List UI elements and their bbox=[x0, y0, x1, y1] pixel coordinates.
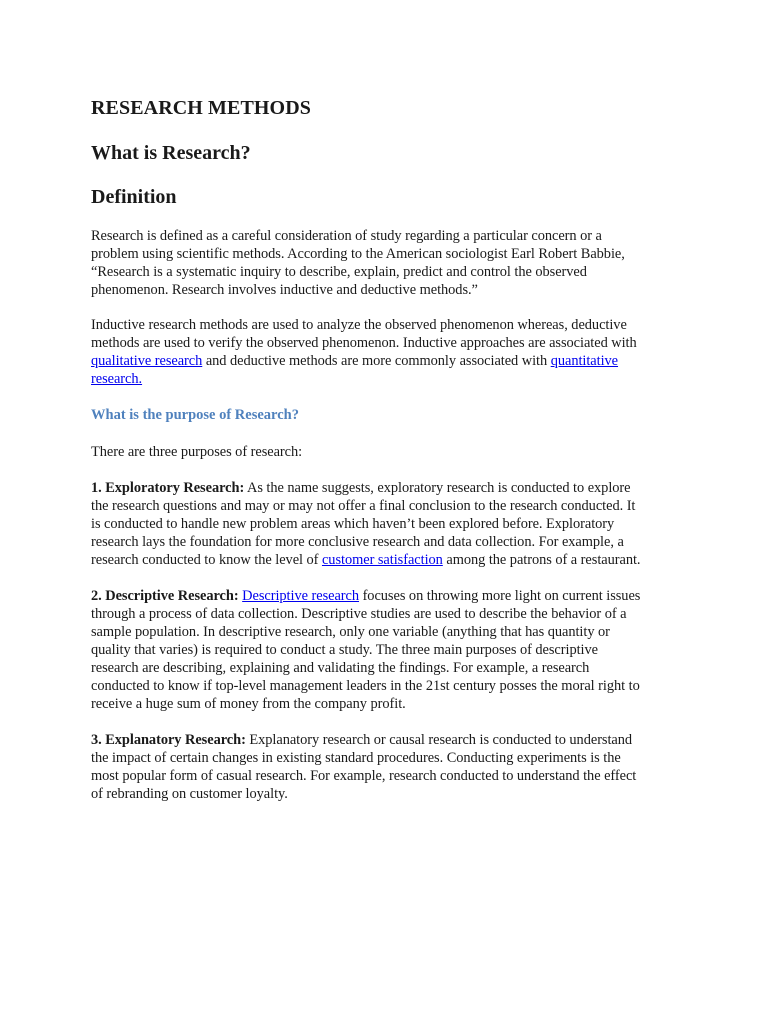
definition-paragraph bbox=[91, 227, 681, 299]
exploratory-line: research conducted to know the level of bbox=[91, 552, 322, 568]
explanatory-line: the impact of certain changes in existing standard procedures. Conducting experiments is the bbox=[91, 750, 621, 766]
definition-line: phenomenon. Research involves inductive and deductive methods.” bbox=[91, 282, 478, 298]
inductive-line: Inductive research methods are used to analyze the observed phenomenon whereas, deductive bbox=[91, 317, 627, 333]
descriptive-line: research are describing, explaining and validating the findings. For example, a research bbox=[91, 660, 590, 676]
heading-definition: Definition bbox=[91, 186, 177, 208]
purposes-intro: There are three purposes of research: bbox=[91, 444, 303, 460]
descriptive-line: sample population. In descriptive research, only one variable (anything that has quantity or bbox=[91, 624, 610, 640]
inductive-mid-text: and deductive methods are more commonly associated with bbox=[202, 353, 551, 369]
exploratory-paragraph bbox=[91, 479, 681, 569]
document-title: RESEARCH METHODS bbox=[91, 97, 311, 119]
definition-line: problem using scientific methods. According to the American sociologist Earl Robert Babbie, bbox=[91, 246, 625, 262]
exploratory-line: the research questions and may or may not offer a final conclusion to the research conducted. It bbox=[91, 498, 636, 514]
exploratory-line: research lays the foundation for more conclusive research and data collection. For example, a bbox=[91, 534, 624, 550]
heading-what-is-research: What is Research? bbox=[91, 142, 251, 164]
inductive-line: methods are used to verify the observed phenomenon. Inductive approaches are associated with bbox=[91, 335, 637, 351]
explanatory-line: most popular form of casual research. For example, research conducted to understand the effect bbox=[91, 768, 637, 784]
explanatory-label: 3. Explanatory Research: bbox=[91, 732, 246, 748]
descriptive-line: conducted to know if top-level management leaders in the 21st century posses the moral right to bbox=[91, 678, 640, 694]
definition-line: Research is defined as a careful consideration of study regarding a particular concern or a bbox=[91, 228, 602, 244]
explanatory-line: Explanatory research or causal research is conducted to understand bbox=[245, 732, 633, 748]
descriptive-paragraph bbox=[91, 587, 681, 713]
descriptive-line: focuses on throwing more light on current issues bbox=[359, 588, 641, 604]
descriptive-label: 2. Descriptive Research: bbox=[91, 588, 239, 604]
exploratory-label: 1. Exploratory Research: bbox=[91, 480, 245, 496]
explanatory-paragraph bbox=[91, 731, 681, 803]
descriptive-research-link[interactable]: Descriptive research bbox=[242, 588, 360, 604]
inductive-paragraph bbox=[91, 316, 681, 388]
document-page bbox=[91, 96, 681, 821]
qualitative-research-link[interactable]: qualitative research bbox=[91, 353, 203, 369]
explanatory-line: of rebranding on customer loyalty. bbox=[91, 786, 288, 802]
heading-purpose-of-research: What is the purpose of Research? bbox=[91, 407, 299, 423]
quantitative-research-link[interactable]: quantitative bbox=[550, 353, 619, 369]
definition-line: “Research is a systematic inquiry to describe, explain, predict and control the observed bbox=[91, 264, 587, 280]
descriptive-line: through a process of data collection. Descriptive studies are used to describe the behavior of a bbox=[91, 606, 627, 622]
quantitative-research-link-continued[interactable]: research. bbox=[91, 371, 143, 387]
exploratory-line: is conducted to handle new problem areas which haven’t been explored before. Exploratory bbox=[91, 516, 615, 532]
descriptive-line: quality that varies) is required to conduct a study. The three main purposes of descriptive bbox=[91, 642, 598, 658]
customer-satisfaction-link[interactable]: customer satisfaction bbox=[321, 552, 443, 568]
descriptive-line: receive a huge sum of money from the company profit. bbox=[91, 696, 406, 712]
exploratory-line: As the name suggests, exploratory research is conducted to explore bbox=[244, 480, 631, 496]
exploratory-line: among the patrons of a restaurant. bbox=[442, 552, 641, 568]
